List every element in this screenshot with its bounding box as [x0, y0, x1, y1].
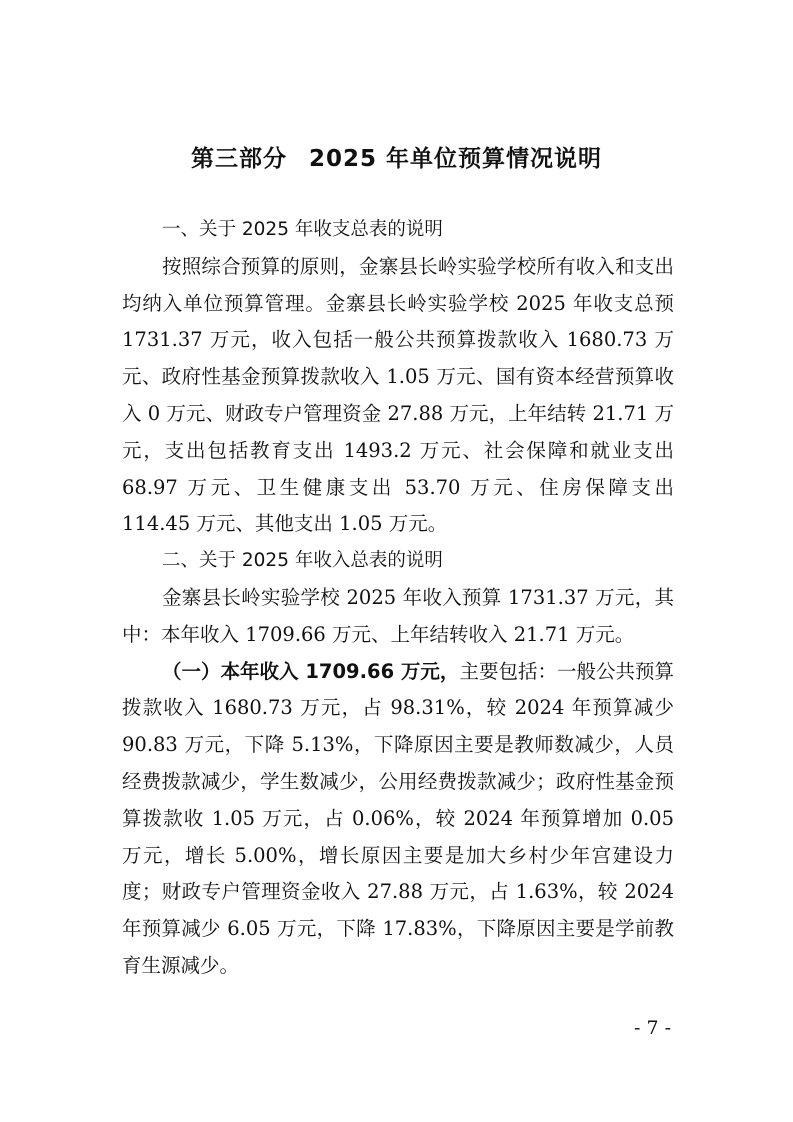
title-part: 第三部分 — [190, 146, 287, 172]
subsection1-lead: （一）本年收入 1709.66 万元， — [162, 659, 460, 683]
subsection1-paragraph — [122, 654, 674, 985]
page-number: - 7 - — [633, 1017, 671, 1039]
title-main: 2025 年单位预算情况说明 — [308, 146, 603, 172]
section1-paragraph: 按照综合预算的原则，金寨县长岭实验学校所有收入和支出均纳入单位预算管理。金寨县长岭实验学校 2025 年收支总预 1731.37 万元，收入包括一般公共预算拨款收入 1680.73 万元、政府性基金预算拨款收入 1.05 万元、国有资本经营预算收入 0 万元、财政专户管理资金 27.88 万元，上年结转 21.71 万元，支出包括教育支出 1493.2 万元、社会保障和就业支出 68.97 万元、卫生健康支出 53.70 万元、住房保障支出 114.45 万元、其他支出 1.05 万元。 — [122, 254, 674, 536]
document-body — [122, 212, 674, 985]
subsection1-text: 主要包括：一般公共预算拨款收入 1680.73 万元，占 98.31%，较 2024 年预算减少 90.83 万元，下降 5.13%，下降原因主要是教师数减少，人员经费拨款减少，学生数减少，公用经费拨款减少；政府性基金预算拨款收 1.05 万元，占 0.06%，较 2024 年预算增加 0.05 万元，增长 5.00%，增长原因主要是加大乡村少年宫建设力度；财政专户管理资金收入 27.88 万元，占 1.63%，较 2024 年预算减少 6.05 万元，下降 17.83%，下降原因主要是学前教育生源减少。 — [122, 659, 674, 977]
page-title — [0, 140, 793, 173]
section1-heading: 一、关于 2025 年收支总表的说明 — [162, 219, 443, 240]
section2-paragraph: 金寨县长岭实验学校 2025 年收入预算 1731.37 万元，其中：本年收入 1709.66 万元、上年结转收入 21.71 万元。 — [122, 585, 674, 646]
section2-heading: 二、关于 2025 年收入总表的说明 — [162, 550, 443, 572]
